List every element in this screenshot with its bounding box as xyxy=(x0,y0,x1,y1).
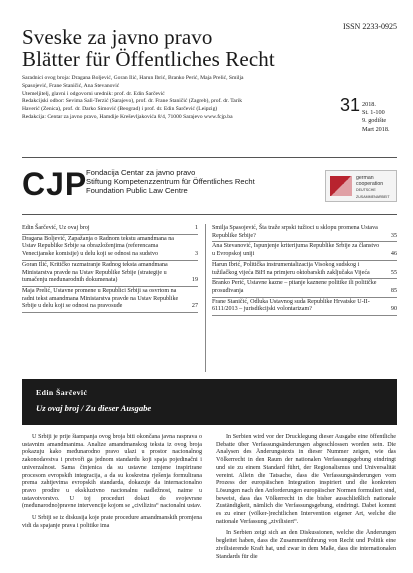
toc-entry-title: Ana Stevanović, Ispunjenje kriterijuma Republike Srbije za članstvo u Evropskoj uniji xyxy=(212,243,380,258)
partner-logo-line: DEUTSCHE ZUSAMMENARBEIT xyxy=(356,188,390,199)
body-column-bosnian xyxy=(22,434,202,534)
toc-entry[interactable] xyxy=(22,261,198,287)
masthead-line: Redakcijski odbor: Sevima Sali-Terzić (Sarajevo), prof. dr. Frane Staničić (Zagreb), prof. dr. Tarik xyxy=(22,98,242,105)
masthead-line: Saradnici ovog broja: Dragana Boljević, Goran Ilić, Harun Ibrić, Branko Perić, Maja Prelić, Smilja xyxy=(22,75,244,81)
header-divider xyxy=(22,157,397,158)
masthead-line: Utemeljitelj, glavni i odgovorni urednik: prof. dr. Edin Šarčević xyxy=(22,90,165,97)
toc-entry-title: Maja Prelić, Ustavne promene u Republici Srbiji sa osvrtom na radni tekst amandmana Ministarstva pravde na Ustav Republike Srbije u delu koji se odnosi na pravosuđe xyxy=(22,287,179,310)
masthead-line: Haverić (Zenica), prof. dr. Darko Simović (Beograd) i prof. dr. Edin Šarčević (Leipzig) xyxy=(22,106,218,113)
toc-entry-page: 3 xyxy=(194,251,198,258)
toc-divider xyxy=(22,214,397,215)
toc-column-divider xyxy=(205,224,206,372)
body-paragraph: U Srbiji se iz diskusija koje prate procedure amandmanskih promjena vidi da spajanje prava i politike ima xyxy=(22,515,202,529)
partner-logo-text xyxy=(356,175,396,200)
issue-volume: 9. godište xyxy=(362,117,387,125)
body-paragraph: In Serbien zeigt sich an den Diskussionen, welche die Änderungen begleitet haben, dass die Zusammenführung von Recht und Politik eine zivilisierende Kraft hat, und zwar in dem Maße, dass die internationalen Standards für die xyxy=(216,530,396,560)
partner-logo xyxy=(325,170,397,202)
toc-entry[interactable] xyxy=(212,298,397,316)
toc-entry-title: Smilja Spasojević, Šta traže srpski tužioci u sklopu promena Ustava Republike Srbije? xyxy=(212,225,378,239)
editorial-title: Uz ovaj broj / Zu dieser Ausgabe xyxy=(36,403,152,413)
body-column-german xyxy=(216,434,396,565)
toc-entry-title: Edin Šarčević, Uz ovaj broj xyxy=(22,225,90,231)
partner-logo-mark xyxy=(330,176,352,196)
toc-entry-title: Harun Ibrić, Politička instrumentalizacija Visokog sudskog i tužilačkog vijeća BiH na primjeru oktobarskih zaključaka Vijeća xyxy=(212,261,370,276)
issue-pages: St. 1-100 xyxy=(362,109,385,117)
toc-entry-page: 85 xyxy=(390,287,397,294)
partner-logo-line: cooperation xyxy=(356,181,384,188)
toc-entry-page: 35 xyxy=(390,232,397,239)
foundation-name-bs: Fondacija Centar za javno pravo xyxy=(86,168,196,177)
issue-year: 2018. xyxy=(362,101,376,108)
toc-left-column xyxy=(22,224,198,313)
foundation-name xyxy=(86,168,255,196)
toc-entry[interactable] xyxy=(212,279,397,297)
toc-right-column xyxy=(212,224,397,316)
masthead-line: Spasojević, Frane Staničić, Ana Stevanović xyxy=(22,82,120,89)
toc-entry-title: Dragana Boljević, Zapažanja o Radnom tekstu amandmana na Ustav Republike Srbije sa obrazloženjima (referencama Venecijanske komisije) u delu koji se odnosi na sudstvo xyxy=(22,235,174,258)
partner-logo-line: german xyxy=(356,175,374,181)
foundation-name-en: Foundation Public Law Centre xyxy=(86,186,188,196)
foundation-name-de: Stiftung Kompetenzzentrum für Öffentliches Recht xyxy=(86,177,255,187)
toc-entry[interactable] xyxy=(22,235,198,261)
toc-entry-title: Goran Ilić, Kritičko razmatranje Radnog teksta amandmana Ministarstva pravde na Ustav Republike Srbije (strategije u tumačenju međunarodnih dokumenata) xyxy=(22,261,168,284)
cjp-logo: CJP xyxy=(22,166,88,202)
issue-meta xyxy=(362,101,390,134)
editorial-banner xyxy=(22,379,397,425)
masthead-line: Redakcija: Centar za javno pravo, Hamdije Kreševljakovića 8/4, 71000 Sarajevo www.fcjp.ba xyxy=(22,113,233,120)
toc-entry[interactable] xyxy=(212,224,397,242)
toc-entry-page: 55 xyxy=(390,269,397,276)
masthead xyxy=(22,75,352,122)
toc-entry-page: 19 xyxy=(191,277,198,284)
body-paragraph: In Serbien wird vor der Drucklegung dieser Ausgabe eine öffentliche Debatte über Verfassungsänderungen abgeschlossen worden sein. Die Analysen des Änderungstexts in dieser Nummer zeigen, wie das Völkerrecht in den Raum der nationalen Verfassungsgebung eindringt und sie zu einem Standard führt, der Regionalismus und Universalität vereint. Allein die Tatsache, dass die Verfassungsänderungen vom Prozess der europäischen Integration inspiriert und die konkreten Lösungen nach den Anforderungen europäischer Normen formuliert sind, beweist, dass das Völkerrecht in die bisher ausschließlich nationale Zuständigkeit, nämlich die Verfassungsgebung, eindringt. Dabei kommt es zu einer (völker-)rechtlichen Intervention eigener Art, welche die nationale Verfassung „zivilisiert“. xyxy=(216,434,396,525)
toc-entry-title: Branko Perić, Ustavne kazne – pitanje kaznene politike ili političke prosuđivanja xyxy=(212,280,377,294)
toc-entry-page: 46 xyxy=(390,251,397,258)
issue-date: Mart 2018. xyxy=(362,125,390,133)
toc-entry[interactable] xyxy=(22,287,198,313)
toc-entry[interactable] xyxy=(22,224,198,235)
issue-number: 31 xyxy=(340,95,361,115)
body-paragraph: U Srbiji je prije štampanja ovog broja biti okončana javna rasprava o ustavnim amandmanima. Analize amandmanskog teksta iz ovog broja pokazuju kako međunarodno pravo ulazi u prostor nacionalnog zakonodavstva i pretvoři ga jednom standardu koji spaja pojedinačni i univerzalnost. Sama činjenica da su ustavne izmjene inspirirane procesom evropskih integracija, a da su koskretna rješenja formulirana prema zahtjevima evropskih standarda, dokazuje da internacionalno pravo prodire u ekskluzivno nacionalnu nadležnost, naime u ustavotvorstvo. U toj proceduri dolazi do svojevrsne (međunarodno)pravne intervencije kojom se „civilizira“ nacionalni ustav. xyxy=(22,434,202,510)
toc-entry-page: 27 xyxy=(191,303,198,310)
journal-title: Sveske za javno pravo xyxy=(22,25,213,49)
journal-subtitle: Blätter für Öffentliches Recht xyxy=(22,47,275,71)
toc-entry-title: Frane Staničić, Odluka Ustavnog suda Republike Hrvatske U-II-6111/2013 – jurisdikcijski volontarizam? xyxy=(212,298,370,313)
toc-entry-page: 90 xyxy=(390,306,397,313)
toc-entry[interactable] xyxy=(212,242,397,260)
toc-entry-page: 1 xyxy=(194,225,198,231)
toc-entry[interactable] xyxy=(212,261,397,279)
editorial-author: Edin Šarčević xyxy=(36,388,88,397)
issn-label: ISSN 2233-0925 xyxy=(342,22,397,31)
